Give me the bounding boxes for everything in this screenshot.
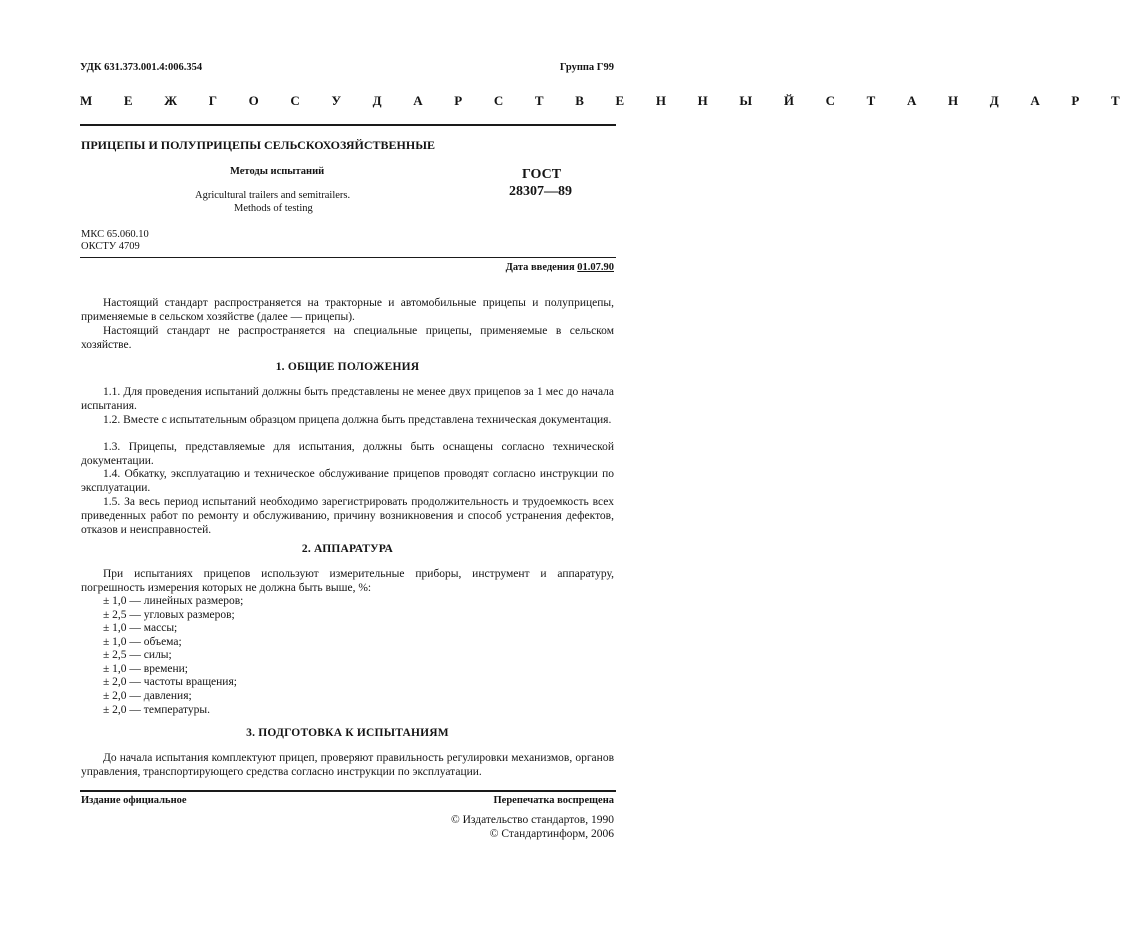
- introduction-date-label: Дата введения: [505, 262, 578, 273]
- footer-rule: [80, 790, 616, 792]
- official-edition-note: Издание официальное: [81, 795, 187, 806]
- section-1-heading: 1. ОБЩИЕ ПОЛОЖЕНИЯ: [275, 361, 420, 373]
- clause-1-5: 1.5. За весь период испытаний необходимо зарегистрировать продолжительность и трудоемкость всех приведенных работ по ремонту и обслуживанию, причину возникновения и способ устранения дефектов, отказов и неисправностей.: [81, 496, 614, 536]
- gost-label: ГОСТ: [522, 167, 562, 182]
- intro-paragraph-2: Настоящий стандарт не распространяется на специальные прицепы, применяемые в сельском хозяйстве.: [81, 325, 614, 351]
- tolerance-item-9: ± 2,0 — температуры.: [103, 704, 211, 716]
- document-subtitle: Методы испытаний: [230, 166, 325, 177]
- copyright-2006: © Стандартинформ, 2006: [489, 828, 614, 840]
- gost-number: 28307—89: [509, 184, 572, 199]
- section-2-heading: 2. АППАРАТУРА: [301, 543, 394, 555]
- section-2-lead: При испытаниях прицепов используют измерительные приборы, инструмент и аппаратуру, погрешность измерения которых не должна быть выше, %:: [81, 568, 614, 594]
- tolerance-item-6: ± 1,0 — времени;: [103, 663, 188, 675]
- introduction-date: [506, 262, 614, 273]
- document-title: ПРИЦЕПЫ И ПОЛУПРИЦЕПЫ СЕЛЬСКОХОЗЯЙСТВЕННЫЕ: [81, 138, 436, 152]
- reprint-prohibited-note: Перепечатка воспрещена: [493, 795, 614, 806]
- tolerance-item-3: ± 1,0 — массы;: [103, 622, 178, 634]
- clause-1-2: 1.2. Вместе с испытательным образцом прицепа должна быть представлена техническая документация.: [103, 414, 612, 426]
- tolerance-item-1: ± 1,0 — линейных размеров;: [103, 595, 244, 607]
- tolerance-item-8: ± 2,0 — давления;: [103, 690, 192, 702]
- header-rule: [80, 124, 616, 126]
- english-title-line2: Methods of testing: [234, 203, 313, 214]
- tolerance-item-5: ± 2,5 — силы;: [103, 649, 172, 661]
- tolerance-item-7: ± 2,0 — частоты вращения;: [103, 676, 237, 688]
- introduction-date-value: 01.07.90: [577, 262, 614, 273]
- group-code: Группа Г99: [559, 62, 614, 73]
- mks-code: МКС 65.060.10: [81, 229, 149, 240]
- section-3-heading: 3. ПОДГОТОВКА К ИСПЫТАНИЯМ: [246, 727, 449, 739]
- clause-1-4: 1.4. Обкатку, эксплуатацию и техническое обслуживание прицепов проводят согласно инструкции по эксплуатации.: [81, 468, 614, 494]
- english-title-line1: Agricultural trailers and semitrailers.: [195, 190, 351, 201]
- copyright-1990: © Издательство стандартов, 1990: [450, 814, 614, 826]
- tolerance-item-4: ± 1,0 — объема;: [103, 636, 182, 648]
- section-3-text: До начала испытания комплектуют прицеп, проверяют правильность регулировки механизмов, органов управления, транспортирующего средства согласно инструкции по эксплуатации.: [81, 752, 614, 778]
- clause-1-1: 1.1. Для проведения испытаний должны быть представлены не менее двух прицепов за 1 мес до начала испытания.: [81, 386, 614, 412]
- okstu-code: ОКСТУ 4709: [81, 241, 140, 252]
- clause-1-3: 1.3. Прицепы, представляемые для испытания, должны быть оснащены согласно технической документации.: [81, 441, 614, 467]
- interstate-standard-banner: М Е Ж Г О С У Д А Р С Т В Е Н Н Ы Й С Т А Н Д А Р Т: [80, 93, 1134, 108]
- udk-code: УДК 631.373.001.4:006.354: [80, 62, 203, 73]
- intro-paragraph-1: Настоящий стандарт распространяется на тракторные и автомобильные прицепы и полуприцепы, применяемые в сельском хозяйстве (далее — прицепы).: [81, 297, 614, 323]
- codes-rule: [80, 257, 616, 258]
- tolerance-item-2: ± 2,5 — угловых размеров;: [103, 609, 235, 621]
